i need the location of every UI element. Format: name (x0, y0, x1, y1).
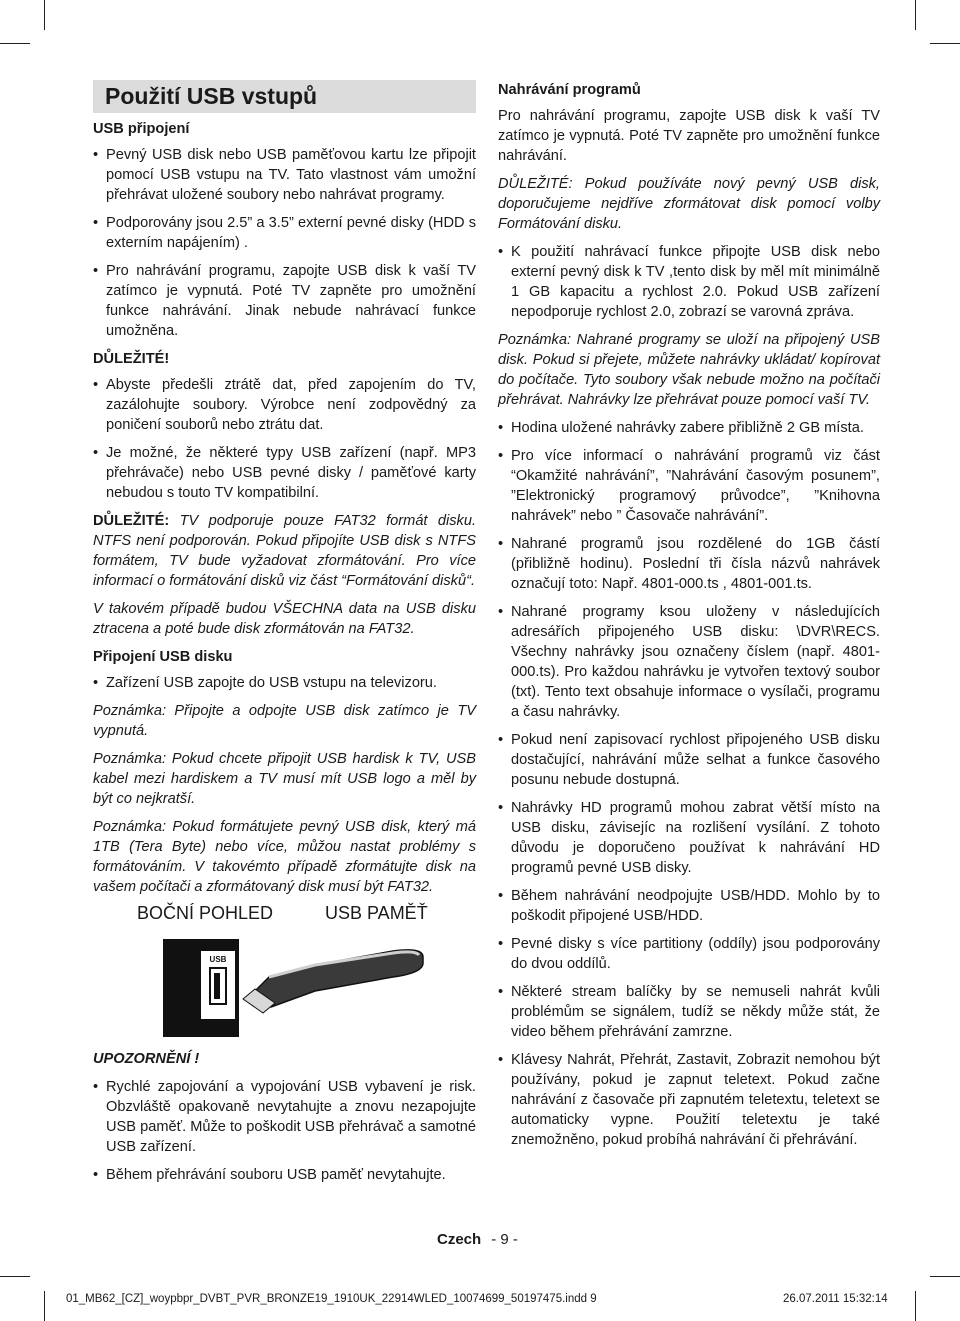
section-title: Použití USB vstupů (93, 80, 476, 113)
crop-mark (930, 1276, 960, 1277)
important-heading: DŮLEŽITÉ! (93, 351, 170, 367)
usb-figure (93, 933, 476, 1041)
important-note: DŮLEŽITÉ: Pokud používáte nový pevný USB disk, doporučujeme nejdříve zformátovat disk pomocí volby Formátování disku. (498, 176, 880, 232)
bullet-item: • Hodina uložené nahrávky zabere přibližně 2 GB místa. (498, 420, 864, 436)
bullet-item: • Některé stream balíčky by se nemuseli nahrát kvůli problémům se signálem, tudíž se někdy může stát, že video během přehrávání zamrzne. (498, 984, 880, 1040)
crop-mark (0, 1276, 30, 1277)
paragraph: Pro nahrávání programu, zapojte USB disk k vaší TV zatímco je vypnutá. Poté TV zapněte pro umožnění funkce nahrávání. (498, 108, 880, 164)
right-column (498, 80, 880, 1158)
bullet-item: • Rychlé zapojování a vypojování USB vybavení je risk. Obzvláště opakovaně nevytahujte a znovu nezapojujte USB paměť. Může to poškodit USB přehrávač a samotné USB zařízení. (93, 1079, 476, 1155)
page-footer (437, 1231, 518, 1248)
crop-mark (44, 1291, 45, 1321)
bullet-item: • Nahrané programy ksou uloženy v následujících adresářích připojeného USB disku: \DVR\RECS. Všechny nahrávky jsou označeny číslem (např. 4801-000.ts). Pro každou nahrávku je vytvořen textový soubor (txt). Tento text obsahuje informace o vysílači, programu a času nahrávky. (498, 604, 880, 720)
bullet-item: • Nahrávky HD programů mohou zabrat větší místo na USB disku, závisejíc na rozlišení vysílání. Z tohoto důvodu je doporučeno používat k nahrávání HD programů pevné USB disky. (498, 800, 880, 876)
bullet-item: • Zařízení USB zapojte do USB vstupu na televizoru. (93, 675, 437, 691)
usb-memory-label: USB PAMĚŤ (325, 903, 428, 923)
usb-port-label: USB (209, 955, 227, 964)
crop-mark (915, 0, 916, 30)
crop-mark (930, 43, 960, 44)
bullet-item: • Pro nahrávání programu, zapojte USB disk k vaší TV zatímco je vypnutá. Poté TV zapněte pro umožnění funkce nahrávání. Jinak nebude nahrávací funkce umožněna. (93, 263, 476, 339)
note: Poznámka: Pokud formátujete pevný USB disk, který má 1TB (Tera Byte) nebo více, můžou nastat problémy s formátováním. V takovémto případě zformátujte disk na vašem počítači a zformátovaný disk musí být FAT32. (93, 819, 476, 895)
figure-labels (93, 903, 476, 929)
warning-title: UPOZORNĚNÍ ! (93, 1051, 200, 1067)
bullet-item: • Pevný USB disk nebo USB paměťovou kartu lze připojit pomocí USB vstupu na TV. Tato vlastnost vám umožní přehrávat uložené soubory nebo nahrávat programy. (93, 147, 476, 203)
bullet-item: • Během přehrávání souboru USB paměť nevytahujte. (93, 1167, 446, 1183)
side-view-label: BOČNÍ POHLED (137, 903, 274, 923)
crop-mark (0, 43, 30, 44)
note: Poznámka: Připojte a odpojte USB disk zatímco je TV vypnutá. (93, 703, 476, 739)
usb-stick-illustration (93, 933, 476, 1041)
bullet-item: • Nahrané programů jsou rozdělené do 1GB částí (přibližně hodinu). Poslední tři čísla názvů nahrávek označují toto: Např. 4801-000.ts , 4801-001.ts. (498, 536, 880, 592)
page-number: - 9 - (491, 1231, 518, 1248)
heading-usb-connection: USB připojení (93, 121, 190, 137)
slug-date-time: 26.07.2011 15:32:14 (783, 1293, 888, 1305)
data-loss-warning: V takovém případě budou VŠECHNA data na USB disku ztracena a poté bude disk zformátován na FAT32. (93, 601, 476, 637)
heading-recording: Nahrávání programů (498, 82, 641, 98)
bullet-item: • Klávesy Nahrát, Přehrát, Zastavit, Zobrazit nemohou být používány, pokud je zapnut teletext. Pokud začne nahrávání z časovače při zapnutém teletextu, teletext se automaticky vypne. Použití teletextu je také znemožněno, pokud probíhá nahrávání či přehrávání. (498, 1052, 880, 1148)
footer-language: Czech (437, 1231, 482, 1248)
bullet-item: • Abyste předešli ztrátě dat, před zapojením do TV, zazálohujte soubory. Výrobce není zodpovědný za poničení souborů nebo ztrátu dat. (93, 377, 476, 433)
note: Poznámka: Nahrané programy se uloží na připojený USB disk. Pokud si přejete, můžete nahrávky ukládat/ kopírovat do počítače. Tyto soubory však nebude možno na počítači přehrávat. Nahrávky lze přehrávat pouze pomocí vaší TV. (498, 332, 880, 408)
note: Poznámka: Pokud chcete připojit USB hardisk k TV, USB kabel mezi hardiskem a TV musí mít USB logo a měl by být co nejkratší. (93, 751, 476, 807)
important-fat32-note: DŮLEŽITÉ: TV podporuje pouze FAT32 formát disku. NTFS není podporován. Pokud připojíte USB disk s NTFS formátem, TV bude vyžadovat zformátování. Pro více informací o formátování disků viz část “Formátování disků“. (93, 513, 476, 589)
left-column (93, 80, 476, 1193)
bullet-item: • Pro více informací o nahrávání programů viz část “Okamžité nahrávání”, ”Nahrávání časovým posunem”, ”Elektronický programový průvodce”, ”Knihovna nahrávek” nebo ” Časovače nahrávání”. (498, 448, 880, 524)
crop-mark (44, 0, 45, 30)
bullet-item: • Během nahrávání neodpojujte USB/HDD. Mohlo by to poškodit připojené USB/HDD. (498, 888, 880, 924)
slug-file-name: 01_MB62_[CZ]_woypbpr_DVBT_PVR_BRONZE19_1910UK_22914WLED_10074699_50197475.indd 9 (66, 1293, 597, 1305)
bullet-item: • K použití nahrávací funkce připojte USB disk nebo externí pevný disk k TV ,tento disk by měl mít minimálně 1 GB kapacitu a rychlost 2.0. Pokud USB zařízení nepodporuje rychlost 2.0, zobrazí se varovná zpráva. (498, 244, 880, 320)
bullet-item: • Podporovány jsou 2.5” a 3.5” externí pevné disky (HDD s externím napájením) . (93, 215, 476, 251)
heading-usb-disk: Připojení USB disku (93, 649, 233, 665)
crop-mark (915, 1291, 916, 1321)
usb-stick-body (251, 950, 423, 1007)
bullet-item: • Pokud není zapisovací rychlost připojeného USB disku dostačující, nahrávání může selhat a funkce časového posunu nebude dostupná. (498, 732, 880, 788)
bullet-item: • Je možné, že některé typy USB zařízení (např. MP3 přehrávače) nebo USB pevné disky / paměťové karty nebudou s touto TV kompatibilní. (93, 445, 476, 501)
bullet-item: • Pevné disky s více partitiony (oddíly) jsou podporovány do dvou oddílů. (498, 936, 880, 972)
